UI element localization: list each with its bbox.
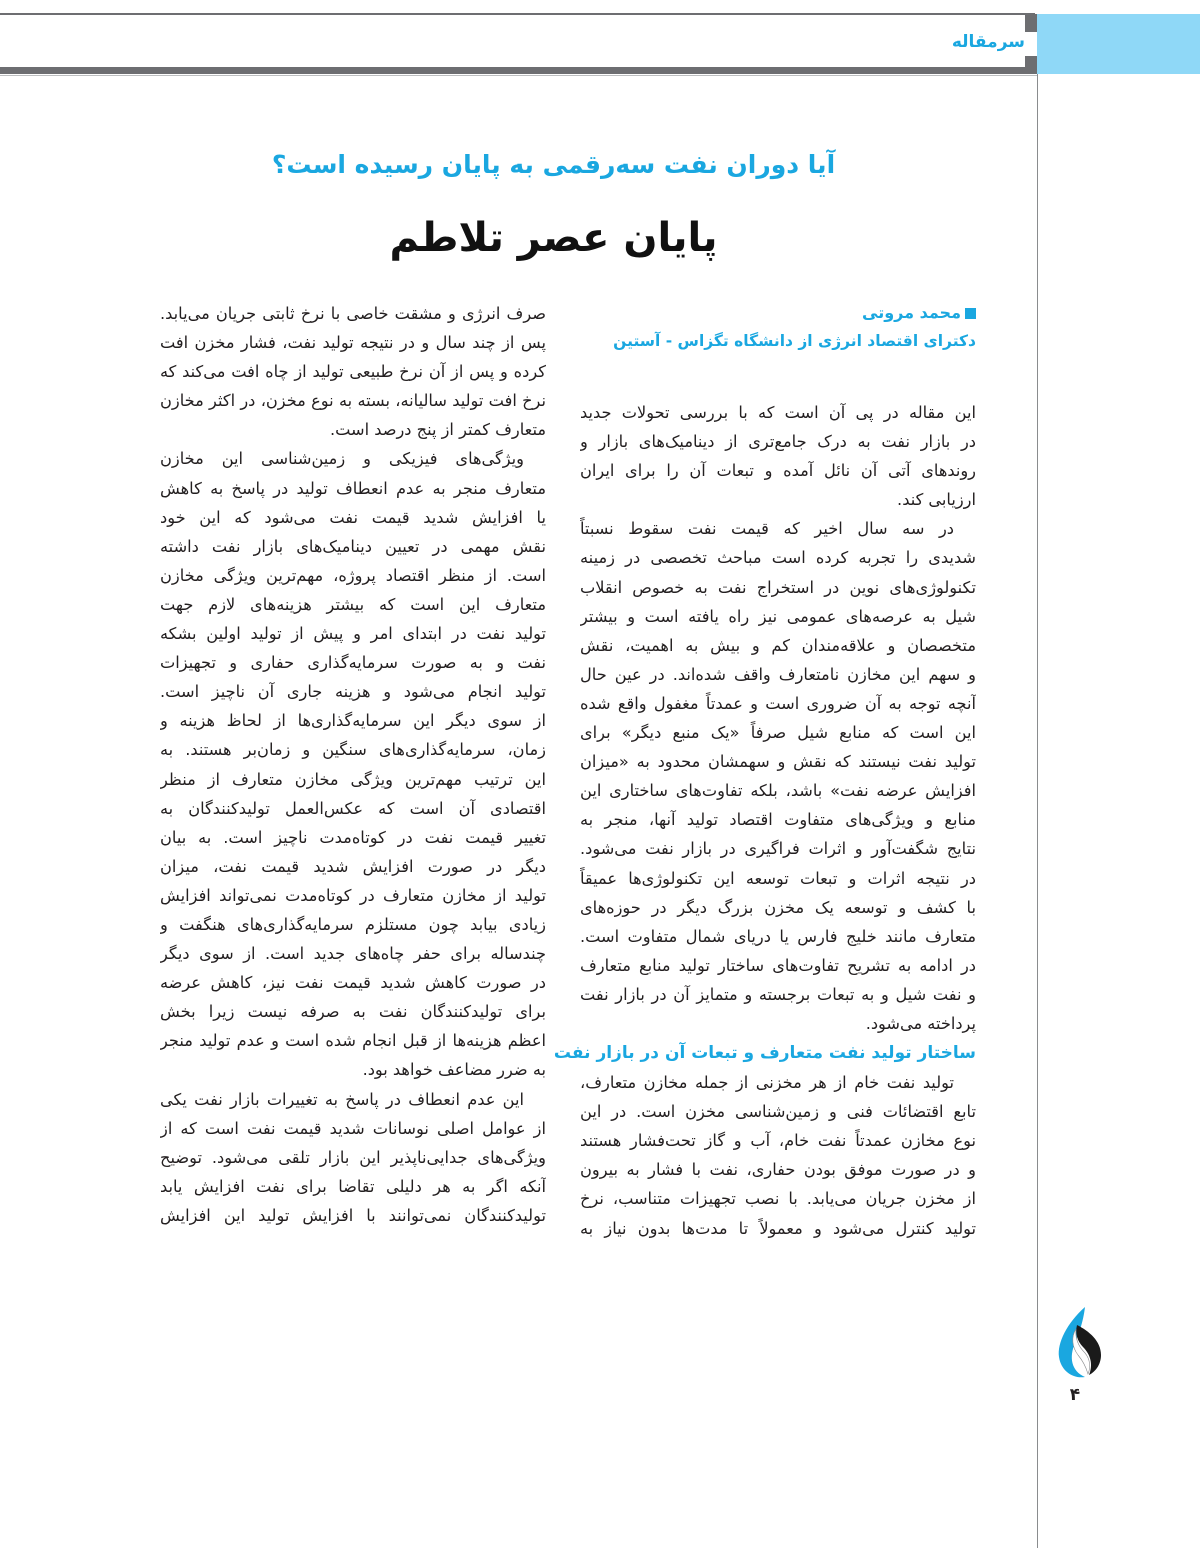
- text-line: این است که منابع شیل صرفاً «یک منبع دیگر» برای: [580, 723, 976, 743]
- text-line: این مقاله در پی آن است که با بررسی تحولات جدید: [580, 403, 976, 422]
- text-line: منابع و ویژگی‌های متفاوت اقتصاد تولید آنها، منجر به: [580, 810, 976, 830]
- text-line: این ترتیب مهم‌ترین ویژگی مخازن متعارف از منظر: [160, 769, 546, 789]
- text-line: ویژگی‌های جدایی‌ناپذیر این بازار تلقی می‌شود. توضیح: [160, 1147, 546, 1167]
- author-affiliation: دکترای اقتصاد انرژی از دانشگاه تگزاس - آستین: [613, 332, 976, 350]
- text-line: برای تولیدکنندگان نفت به صرفه نیست زیرا بخش: [160, 1002, 546, 1022]
- text-line: تولید انجام می‌شود و هزینه جاری آن ناچیز است.: [160, 682, 546, 702]
- text-line: از مخزن جریان می‌یابد. با نصب تجهیزات متناسب، نرخ: [580, 1189, 976, 1209]
- text-line: و سهم این مخازن نامتعارف واقف شده‌اند. در عین حال: [580, 664, 976, 684]
- title-text: پایان عصر تلاطم: [389, 215, 718, 261]
- text-line: متعارف مانند خلیج فارس یا دریای شمال متفاوت است.: [580, 926, 976, 946]
- article-column-left: [160, 299, 546, 1230]
- text-line: پرداخته می‌شود.: [865, 1013, 976, 1033]
- header-bottom-rule: [0, 67, 1037, 74]
- text-line: زیادی بیابد چون مستلزم سرمایه‌گذاری‌های هنگفت و: [160, 914, 546, 934]
- text-line: متخصصان و علاقه‌مندان کم و بیش به اهمیت، نقش: [580, 635, 976, 655]
- text-line: زمان، سرمایه‌گذاری‌های سنگین و زمان‌بر هستند. به: [160, 740, 546, 760]
- text-line: در بازار نفت به درک جامع‌تری از دینامیک‌های بازار و: [580, 432, 976, 452]
- oil-drop-logo-icon: [1055, 1305, 1105, 1380]
- text-line: با کشف و توسعه یک مخزن بزرگ دیگر در حوزه‌های: [580, 897, 976, 917]
- margin-rule: [1037, 74, 1038, 1548]
- text-line: تولیدکنندگان نمی‌توانند با افزایش تولید این افزایش: [160, 1205, 546, 1225]
- kicker-text: آیا دوران نفت سه‌رقمی به پایان رسیده است؟: [271, 150, 836, 179]
- text-line: شیل به عرصه‌های عمومی نیز راه یافته است و بیشتر: [580, 606, 976, 626]
- text-line: آنچه توجه به آن ضروری است و عمدتاً مغفول واقع شده: [580, 693, 976, 713]
- paragraph-block: [580, 1068, 976, 1243]
- text-line: نتایج شگفت‌آور و اثرات فراگیری در بازار نفت می‌شود.: [580, 839, 976, 859]
- text-line: ویژگی‌های فیزیکی و زمین‌شناسی این مخازن: [160, 449, 524, 469]
- header-top-rule: [0, 13, 1035, 15]
- header-color-block: [1037, 14, 1200, 74]
- header-corner-mark: [1025, 14, 1037, 32]
- author-byline: [580, 299, 976, 327]
- text-line: این عدم انعطاف در پاسخ به تغییرات بازار نفت یکی: [160, 1089, 524, 1109]
- text-line: نرخ افت تولید سالیانه، بسته به نوع مخزن، در اکثر مخازن: [160, 391, 546, 411]
- text-line: نقش مهمی در تعیین دینامیک‌های بازار نفت داشته: [160, 536, 546, 556]
- article-title: [0, 210, 1037, 266]
- text-line: نوع مخازن عمدتاً نفت خام، آب و گاز تحت‌فشار هستند: [580, 1131, 976, 1151]
- text-line: از سوی دیگر این سرمایه‌گذاری‌ها از لحاظ هزینه و: [160, 711, 546, 731]
- text-line: در صورت کاهش شدید قیمت نفت نیز، کاهش عرضه: [160, 973, 546, 993]
- text-line: اعظم هزینه‌ها از قبل انجام شده است و عدم تولید منجر: [160, 1031, 546, 1051]
- text-line: است. از منظر اقتصاد پروژه، مهم‌ترین ویژگی مخازن: [160, 565, 546, 585]
- text-line: متعارف منجر به عدم انعطاف تولید در پاسخ به کاهش: [160, 478, 546, 498]
- text-line: اقتصادی آن است که عکس‌العمل تولیدکنندگان به: [160, 798, 546, 818]
- text-line: تولید نفت خام از هر مخزنی از جمله مخازن متعارف،: [580, 1073, 954, 1093]
- text-line: افزایش عرضه نفت» باشد، بلکه تفاوت‌های ساختاری این: [580, 781, 976, 801]
- text-line: تکنولوژی‌های نوین در استخراج نفت به خصوص انقلاب: [580, 577, 976, 597]
- text-line: تولید از مخازن متعارف در کوتاه‌مدت نمی‌تواند افزایش: [160, 885, 546, 905]
- text-line: از عوامل اصلی نوسانات شدید قیمت نفت است که از: [160, 1118, 546, 1138]
- text-line: تولید نفت نیستند که نقش و سهمشان محدود به «میزان: [580, 752, 976, 772]
- text-line: یا افزایش شدید قیمت نفت می‌شود که این خود: [160, 507, 546, 527]
- text-line: شدیدی را تجربه کرده است مباحث تخصصی در زمینه: [580, 548, 976, 568]
- article-kicker: [0, 148, 1037, 182]
- text-line: نفت و به صورت سرمایه‌گذاری حفاری و تجهیزات: [160, 653, 546, 673]
- section-subheading: ساختار تولید نفت متعارف و تبعات آن در بازار نفت: [553, 1043, 976, 1064]
- text-line: و نفت شیل و به تبعات برجسته و متمایز آن در بازار نفت: [580, 984, 976, 1004]
- text-line: در نتیجه اثرات و تبعات توسعه این تکنولوژی‌ها عمیقاً: [580, 868, 976, 888]
- text-line: به ضرر مضاعف خواهد بود.: [362, 1060, 546, 1080]
- text-line: صرف انرژی و مشقت خاصی با نرخ ثابتی جریان می‌یابد.: [160, 304, 546, 323]
- text-line: روندهای آتی آن نائل آمده و تبعات آن را برای ایران: [580, 461, 976, 481]
- article-column-right: [553, 299, 976, 1243]
- author-name: محمد مروتی: [862, 303, 961, 322]
- text-line: آنکه اگر به هر دلیلی تقاضا برای نفت افزایش یابد: [160, 1176, 546, 1196]
- text-line: تابع اقتضائات فنی و زمین‌شناسی مخزن است. در این: [580, 1102, 976, 1122]
- text-line: در ادامه به تشریح تفاوت‌های ساختار تولید منابع متعارف: [580, 955, 976, 975]
- text-line: متعارف این است که بیشتر هزینه‌های لازم جهت: [160, 594, 546, 614]
- text-line: ارزیابی کند.: [897, 490, 976, 510]
- section-label: سرمقاله: [951, 32, 1025, 52]
- text-line: تولید کنترل می‌شود و معمولاً تا مدت‌ها بدون نیاز به: [580, 1218, 976, 1238]
- paragraph-block: [160, 299, 546, 1230]
- text-line: متعارف کمتر از پنج درصد است.: [329, 420, 546, 440]
- text-line: چندساله برای حفر چاه‌های جدید است. از سوی دیگر: [160, 944, 546, 964]
- text-line: کرده و پس از آن نرخ طبیعی تولید از چاه افت می‌کند که: [160, 362, 546, 382]
- text-line: تولید نفت در ابتدای امر و پیش از تولید اولین بشکه: [160, 624, 546, 644]
- text-line: دیگر در صورت افزایش شدید قیمت نفت، میزان: [160, 856, 546, 876]
- text-line: و در صورت موفق بودن حفاری، نفت با فشار به بیرون: [580, 1160, 976, 1180]
- text-line: تغییر قیمت نفت در کوتاه‌مدت ناچیز است. به بیان: [160, 827, 546, 847]
- text-line: در سه سال اخیر که قیمت نفت سقوط نسبتاً: [580, 519, 954, 539]
- paragraph-block: [580, 398, 976, 1038]
- square-bullet-icon: [965, 308, 976, 319]
- page-number: ۴: [1069, 1385, 1081, 1405]
- text-line: پس از چند سال و در نتیجه تولید نفت، فشار مخزن افت: [160, 333, 546, 353]
- header-corner-mark: [1025, 56, 1037, 70]
